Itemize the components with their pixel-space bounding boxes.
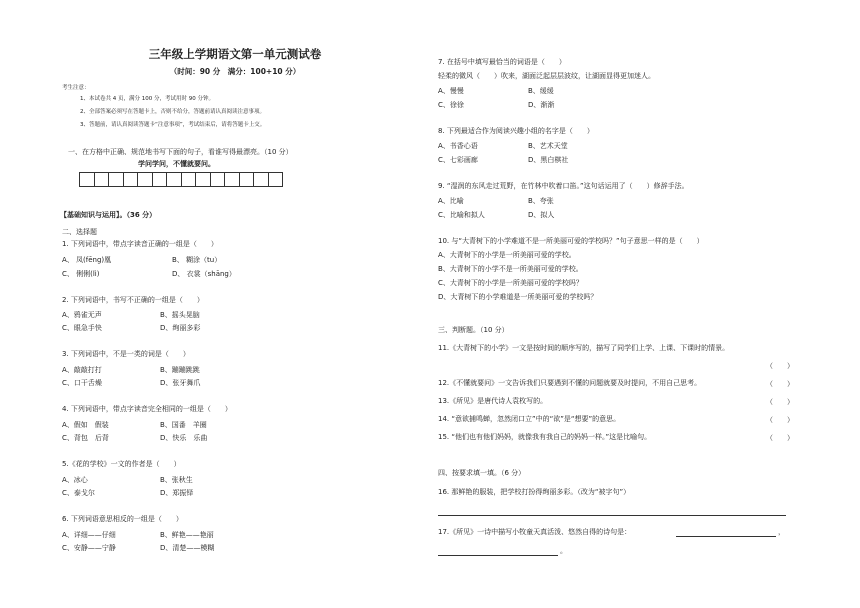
option: A、书香心语 <box>438 142 478 150</box>
grid-cell[interactable] <box>210 172 226 187</box>
answer-line[interactable] <box>438 555 558 556</box>
grid-cell[interactable] <box>181 172 197 187</box>
option: A、比喻 <box>438 197 464 205</box>
option: C、大青树下的小学是一所美丽可爱的学校吗？ <box>438 279 583 287</box>
grid-cell[interactable] <box>253 172 269 187</box>
question-10: 10. 与“大青树下的小学难道不是一所美丽可爱的学校吗？”句子意思一样的是（ ） <box>438 237 704 245</box>
option: C、泰戈尔 <box>62 489 95 497</box>
grid-cell[interactable] <box>137 172 153 187</box>
option: A、鸦雀无声 <box>62 311 102 319</box>
option: C、眼急手快 <box>62 324 102 332</box>
page-title: 三年级上学期语文第一单元测试卷 <box>148 47 322 61</box>
section2-heading: 【基础知识与运用】。（36 分） <box>60 211 157 219</box>
option: B、艺术天堂 <box>528 142 568 150</box>
grid-cell[interactable] <box>79 172 95 187</box>
option: D、黑白棋社 <box>528 156 569 164</box>
answer-paren[interactable]: （ ） <box>766 398 794 406</box>
question-4: 4. 下列词语中，带点字读音完全相同的一组是（ ） <box>62 405 232 413</box>
option: D、拟人 <box>528 211 555 219</box>
option: B、国番 羊圈 <box>160 421 207 429</box>
question-8: 8. 下列最适合作为阅读兴趣小组的名字是（ ） <box>438 127 594 135</box>
question-16: 16. 那鲜艳的服装，把学校打扮得绚丽多彩。（改为“被字句”） <box>438 488 631 496</box>
question-1: 1. 下列词语中，带点字读音正确的一组是（ ） <box>62 240 218 248</box>
option: B、摇头晃脑 <box>160 311 200 319</box>
judge-item-13: 13.《所见》是唐代诗人袁枚写的。 <box>438 397 548 405</box>
option: A、假如 假装 <box>62 421 109 429</box>
grid-cell[interactable] <box>224 172 240 187</box>
grid-cell[interactable] <box>94 172 110 187</box>
option: A、敲敲打打 <box>62 366 102 374</box>
option: C、比喻和拟人 <box>438 211 485 219</box>
grid-cell[interactable] <box>239 172 255 187</box>
question-17: 17.《所见》一诗中描写小牧童天真活泼、悠然自得的诗句是： <box>438 528 632 536</box>
option: D、 衣裳（shāng） <box>172 270 236 278</box>
option: D、绚丽多彩 <box>160 324 201 332</box>
section2-subheading: 二、选择题 <box>62 228 97 236</box>
grid-cell[interactable] <box>108 172 124 187</box>
answer-paren[interactable]: （ ） <box>766 380 794 388</box>
option: D、渐渐 <box>528 101 555 109</box>
question-6: 6. 下列词语意思相反的一组是（ ） <box>62 515 183 523</box>
question-7-sentence: 轻柔的微风（ ）吹来，湖面泛起层层波纹，让湖面显得更加迷人。 <box>438 72 655 80</box>
grid-cell[interactable] <box>268 172 284 187</box>
option: D、清楚——模糊 <box>160 544 215 552</box>
question-3: 3. 下列词语中，不是一类的词是（ ） <box>62 350 190 358</box>
option: A、大青树下的小学是一所美丽可爱的学校。 <box>438 251 576 259</box>
question-7: 7. 在括号中填写最恰当的词语是（ ） <box>438 58 566 66</box>
section1-heading: 一、在方格中正确、规范地书写下面的句子，看谁写得最漂亮。（10 分） <box>68 148 293 156</box>
judge-item-11: 11.《大青树下的小学》一文是按时间的顺序写的，描写了同学们上学、上课、下课时的情景。 <box>438 344 730 352</box>
note-item: 3、答题前，请认真阅读答题卡“注意事项”，考试结束后，请将答题卡上交。 <box>80 122 266 128</box>
option: B、蹦蹦跳跳 <box>160 366 200 374</box>
option: D、大青树下的小学难道是一所美丽可爱的学校吗？ <box>438 293 598 301</box>
option: C、安静——宁静 <box>62 544 116 552</box>
grid-cell[interactable] <box>123 172 139 187</box>
answer-line[interactable] <box>438 515 786 516</box>
note-item: 2、全部答案必须写在答题卡上，否则不给分，答题前请认真阅读注意事项。 <box>80 109 266 115</box>
exam-info: （时间：90 分 满分：100+10 分） <box>169 67 301 76</box>
notes-heading: 考生注意： <box>62 85 90 91</box>
option: A、 凤(fēng)凰 <box>62 256 112 264</box>
answer-paren[interactable]: （ ） <box>766 434 794 442</box>
option: D、张牙舞爪 <box>160 379 201 387</box>
option: A、慢慢 <box>438 87 464 95</box>
judge-item-14: 14. “意欲捕鸣蝉，忽然闭口立”中的“欲”是“想要”的意思。 <box>438 415 621 423</box>
answer-paren[interactable]: （ ） <box>766 362 794 370</box>
option: B、鲜艳——艳丽 <box>160 531 214 539</box>
writing-grid[interactable] <box>80 172 283 187</box>
judge-item-15: 15. “他们也有他们妈妈，就像我有我自己的妈妈一样。”这是比喻句。 <box>438 433 652 441</box>
judge-item-12: 12.《不懂就要问》一文告诉我们只要遇到不懂的问题就要及时提问，不用自己思考。 <box>438 379 702 387</box>
grid-cell[interactable] <box>152 172 168 187</box>
option: B、缓缓 <box>528 87 554 95</box>
question-9: 9. “湿润的东风走过荒野，在竹林中吹着口笛。”这句话运用了（ ）修辞手法。 <box>438 182 689 190</box>
option: B、夸张 <box>528 197 554 205</box>
option: B、大青树下的小学不是一所美丽可爱的学校。 <box>438 265 583 273</box>
option: C、背包 后背 <box>62 434 109 442</box>
section3-heading: 三、判断题。（10 分） <box>438 326 509 334</box>
note-item: 1、本试卷共 4 页，满分 100 分，考试用时 90 分钟。 <box>80 96 214 102</box>
answer-paren[interactable]: （ ） <box>766 416 794 424</box>
option: B、张秋生 <box>160 476 193 484</box>
question-5: 5.《花的学校》一文的作者是（ ） <box>62 460 181 468</box>
option: C、 俐俐(lì) <box>62 270 100 278</box>
section4-heading: 四、按要求填一填。（6 分） <box>438 469 526 477</box>
option: C、口干舌燥 <box>62 379 102 387</box>
answer-line[interactable] <box>676 536 776 537</box>
option: D、郑振铎 <box>160 489 194 497</box>
grid-cell[interactable] <box>195 172 211 187</box>
grid-cell[interactable] <box>166 172 182 187</box>
option: B、 糊涂（tu） <box>172 256 222 264</box>
question-2: 2. 下列词语中，书写不正确的一组是（ ） <box>62 296 204 304</box>
option: A、冰心 <box>62 476 88 484</box>
period: 。 <box>560 547 567 555</box>
option: D、快乐 乐曲 <box>160 434 208 442</box>
copy-sentence: 学问学问，不懂就要问。 <box>138 160 215 168</box>
comma: ， <box>778 528 785 536</box>
option: C、七彩画廊 <box>438 156 478 164</box>
option: C、徐徐 <box>438 101 464 109</box>
option: A、详细——仔细 <box>62 531 116 539</box>
